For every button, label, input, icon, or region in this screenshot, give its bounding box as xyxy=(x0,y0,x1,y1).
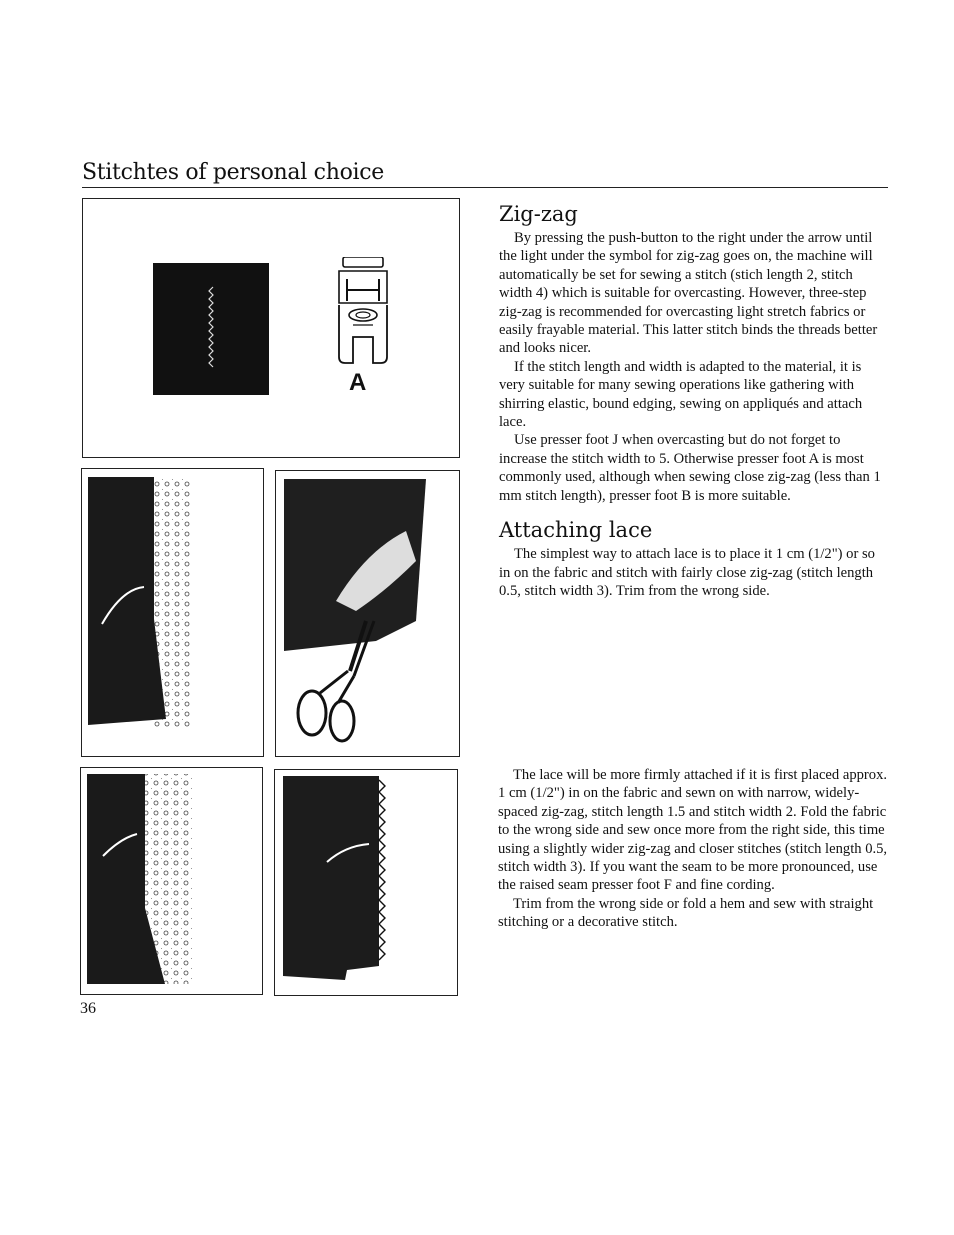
text-column-bottom xyxy=(498,766,888,932)
lace-fabric-illustration xyxy=(82,469,263,756)
page-title: Stitchtes of personal choice xyxy=(82,160,384,185)
zigzag-paragraph-3: Use presser foot J when overcasting but do not forget to increase the stitch width to 5. Otherwise presser foot A is most commonly used, although when sewing close zig-zag (less than 1 mm stitch length), presser foot B is more suitable. xyxy=(499,432,881,504)
text-column-top xyxy=(499,201,884,600)
presser-foot-icon xyxy=(333,257,393,369)
figure-folded-hem xyxy=(274,769,458,996)
lace-paragraph-1: The simplest way to attach lace is to place it 1 cm (1/2") or so in on the fabric and stitch with fairly close zig-zag (stitch length 0.5, stitch width 3). Trim from the wrong side. xyxy=(499,546,875,599)
section-heading-zigzag: Zig-zag xyxy=(499,202,578,226)
zigzag-sample-illustration xyxy=(83,199,459,457)
figure-lace-2 xyxy=(80,767,263,995)
section-heading-lace: Attaching lace xyxy=(499,518,653,543)
lace-more-paragraph-1: The lace will be more firmly attached if it is first placed approx. 1 cm (1/2") in on the fabric and sewn on with narrow, widely-spaced zig-zag, stitch length 1.5 and stitch width 2. Fold the fabric to the wrong side and sew once more from the right side, this time using a slightly wider zig-zag and closer stitches (stitch length 0.5, stitch width 3). If you want the seam to be more pronounced, use the raised seam presser foot F and fine cording. xyxy=(498,767,888,894)
lace-more-paragraph-2: Trim from the wrong side or fold a hem and sew with straight stitching or a decorative stitch. xyxy=(498,895,874,931)
lace-attached-illustration xyxy=(81,768,262,994)
presser-foot-label: A xyxy=(349,369,367,396)
scissors-trim-illustration xyxy=(276,471,459,756)
zigzag-paragraph-2: If the stitch length and width is adapted to the material, it is very suitable for many sewing operations like gathering with shirring elastic, bound edging, sewing on appliqués and attach lace. xyxy=(499,358,863,431)
folded-hem-illustration xyxy=(275,770,457,995)
figure-lace-1 xyxy=(81,468,264,757)
figure-trim-scissors xyxy=(275,470,460,757)
zigzag-paragraph-1: By pressing the push-button to the right under the arrow until the light under the symbol for zig-zag goes on, the machine will automatically be set for sewing a stitch (stich length 2, stitch width 4) which is suitable for overcasting. However, three-step zig-zag is recommended for overcasting light stretch fabrics or easily frayable material. This latter stitch binds the threads better and looks nicer. xyxy=(499,230,878,357)
title-rule xyxy=(82,187,888,188)
page-number: 36 xyxy=(80,1000,96,1017)
figure-zigzag-foot xyxy=(82,198,460,458)
